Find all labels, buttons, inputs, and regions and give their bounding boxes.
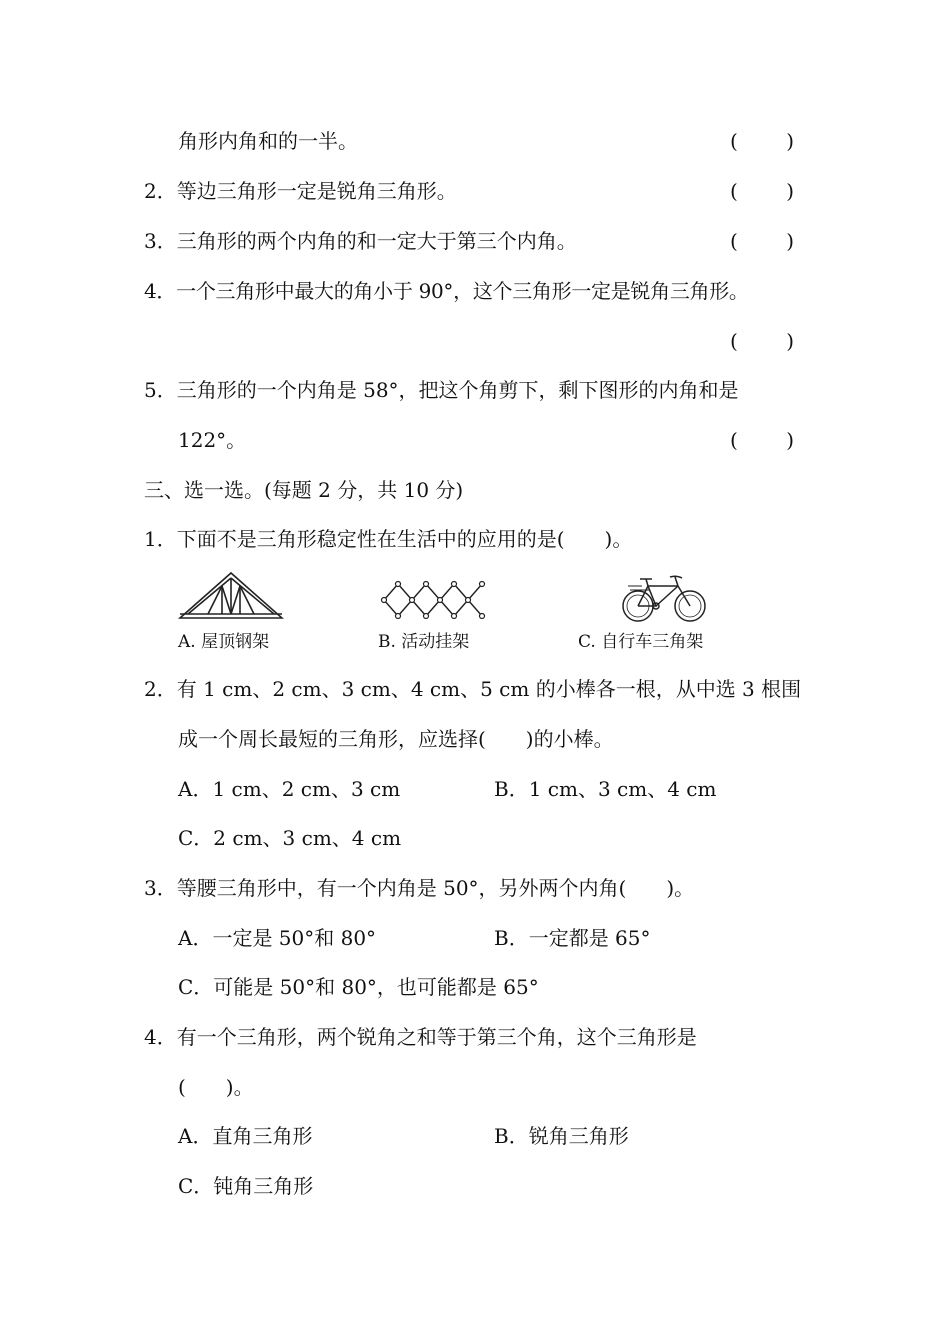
question-number: 3． <box>144 229 177 253</box>
answer-parens-q1[interactable]: ( ) <box>730 129 794 153</box>
choice-q2-option-c[interactable]: C．2 cm、3 cm、4 cm <box>178 826 402 850</box>
choice-q2-continuation: 成一个周长最短的三角形，应选择( )的小棒。 <box>178 727 614 751</box>
choice-q3 <box>144 876 694 900</box>
question-text: 等边三角形一定是锐角三角形。 <box>176 179 457 203</box>
question-text: 一个三角形中最大的角小于 90°，这个三角形一定是锐角三角形。 <box>176 279 749 303</box>
caption-c: C. 自行车三角架 <box>578 632 704 652</box>
judge-q4 <box>144 279 749 303</box>
choice-q4-option-b[interactable]: B．锐角三角形 <box>494 1124 629 1148</box>
choice-q3-option-a[interactable]: A．一定是 50°和 80° <box>178 926 377 950</box>
question-number: 4． <box>144 1025 177 1049</box>
choice-q4-continuation: ( )。 <box>178 1075 254 1099</box>
answer-parens-q4[interactable]: ( ) <box>730 329 794 353</box>
judge-q1-continuation: 角形内角和的一半。 <box>178 129 358 153</box>
choice-q2-option-a[interactable]: A．1 cm、2 cm、3 cm <box>178 777 401 801</box>
question-number: 3． <box>144 876 177 900</box>
question-number: 5． <box>144 378 177 402</box>
choice-q3-option-b[interactable]: B．一定都是 65° <box>494 926 651 950</box>
choice-q4-option-a[interactable]: A．直角三角形 <box>178 1124 313 1148</box>
judge-q2 <box>144 179 457 203</box>
choice-q2 <box>144 677 801 701</box>
question-number: 1． <box>144 527 177 551</box>
section-title: 三、选一选。(每题 2 分，共 10 分) <box>144 478 464 502</box>
caption-b: B. 活动挂架 <box>378 632 470 652</box>
caption-a: A. 屋顶钢架 <box>178 632 270 652</box>
question-text: 有 1 cm、2 cm、3 cm、4 cm、5 cm 的小棒各一根，从中选 3 根围 <box>176 677 802 701</box>
answer-parens-q5[interactable]: ( ) <box>730 428 794 452</box>
judge-q5 <box>144 378 739 402</box>
question-text: 等腰三角形中，有一个内角是 50°，另外两个内角( )。 <box>176 876 695 900</box>
question-text: 下面不是三角形稳定性在生活中的应用的是( )。 <box>176 527 633 551</box>
question-number: 4． <box>144 279 177 303</box>
answer-parens-q3[interactable]: ( ) <box>730 229 794 253</box>
folding-rack-figure <box>378 578 486 622</box>
choice-q1 <box>144 527 632 551</box>
answer-parens-q2[interactable]: ( ) <box>730 179 794 203</box>
question-number: 2． <box>144 179 177 203</box>
judge-q3 <box>144 229 577 253</box>
question-text: 三角形的两个内角的和一定大于第三个内角。 <box>176 229 577 253</box>
choice-q3-option-c[interactable]: C．可能是 50°和 80°，也可能都是 65° <box>178 975 539 999</box>
question-text: 有一个三角形，两个锐角之和等于第三个角，这个三角形是 <box>176 1025 697 1049</box>
choice-q4 <box>144 1025 697 1049</box>
bicycle-figure <box>620 570 710 626</box>
judge-q5-continuation: 122°。 <box>178 428 247 452</box>
question-text: 三角形的一个内角是 58°，把这个角剪下，剩下图形的内角和是 <box>176 378 739 402</box>
choice-q2-option-b[interactable]: B．1 cm、3 cm、4 cm <box>494 777 717 801</box>
question-number: 2． <box>144 677 177 701</box>
choice-q4-option-c[interactable]: C．钝角三角形 <box>178 1174 314 1198</box>
roof-truss-figure <box>178 570 284 622</box>
